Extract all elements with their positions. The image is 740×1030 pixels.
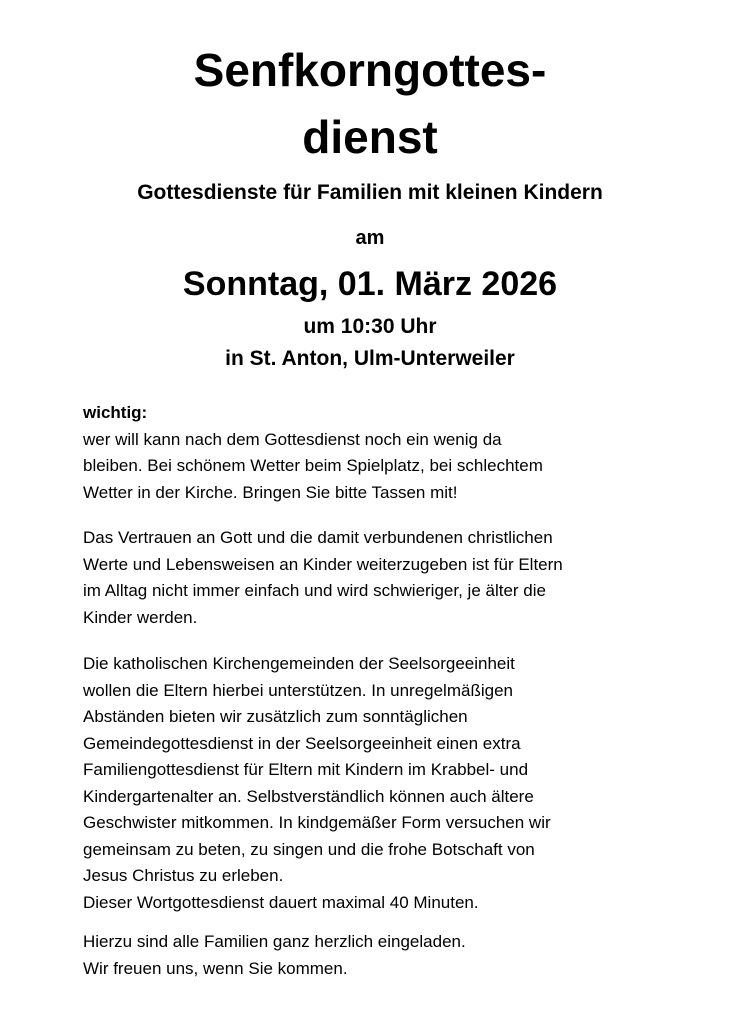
paragraph-1 [83,525,673,631]
paragraph-line: Gemeindegottesdienst in der Seelsorgeeinheit einen extra [83,733,521,753]
event-place: in St. Anton, Ulm-Unterweiler [225,347,515,370]
paragraph-line: Kinder werden. [83,607,198,627]
title-line-2: dienst [302,111,438,163]
title-line-1: Senfkorngottes- [193,44,547,96]
paragraph-line: Das Vertrauen an Gott und die damit verbundenen christlichen [83,528,553,547]
notice-line: Wetter in der Kirche. Bringen Sie bitte Tassen mit! [83,482,458,502]
notice-label: wichtig: [83,403,148,422]
paragraph-2 [83,651,673,916]
paragraph-line: Jesus Christus zu erleben. [83,866,284,885]
paragraph-line: im Alltag nicht immer einfach und wird schwieriger, je älter die [83,581,546,600]
paragraph-line: Werte und Lebensweisen an Kinder weiterzugeben ist für Eltern [83,554,563,574]
paragraph-line: wollen die Eltern hierbei unterstützen. In unregelmäßigen [83,680,513,700]
paragraph-line: Dieser Wortgottesdienst dauert maximal 40 Minuten. [83,892,479,912]
paragraph-line: gemeinsam zu beten, zu singen und die frohe Botschaft von [83,839,535,859]
paragraph-line: Geschwister mitkommen. In kindgemäßer Form versuchen wir [83,813,551,832]
paragraph-line: Familiengottesdienst für Eltern mit Kindern im Krabbel- und [83,760,529,779]
notice-line: wer will kann nach dem Gottesdienst noch ein wenig da [83,429,502,449]
am-label: am [355,227,385,249]
subtitle: Gottesdienste für Familien mit kleinen Kindern [137,181,603,204]
paragraph-line: Die katholischen Kirchengemeinden der Seelsorgeeinheit [83,654,515,673]
event-time: um 10:30 Uhr [303,315,437,338]
closing-line: Hierzu sind alle Familien ganz herzlich eingeladen. [83,932,466,951]
notice-block [83,400,673,506]
paragraph-line: Abständen bieten wir zusätzlich zum sonntäglichen [83,707,468,726]
paragraph-line: Kindergartenalter an. Selbstverständlich können auch ältere [83,786,534,806]
event-date: Sonntag, 01. März 2026 [182,265,558,303]
notice-line: bleiben. Bei schönem Wetter beim Spielplatz, bei schlechtem [83,456,543,475]
closing-block [83,929,673,982]
closing-line: Wir freuen uns, wenn Sie kommen. [83,958,348,978]
